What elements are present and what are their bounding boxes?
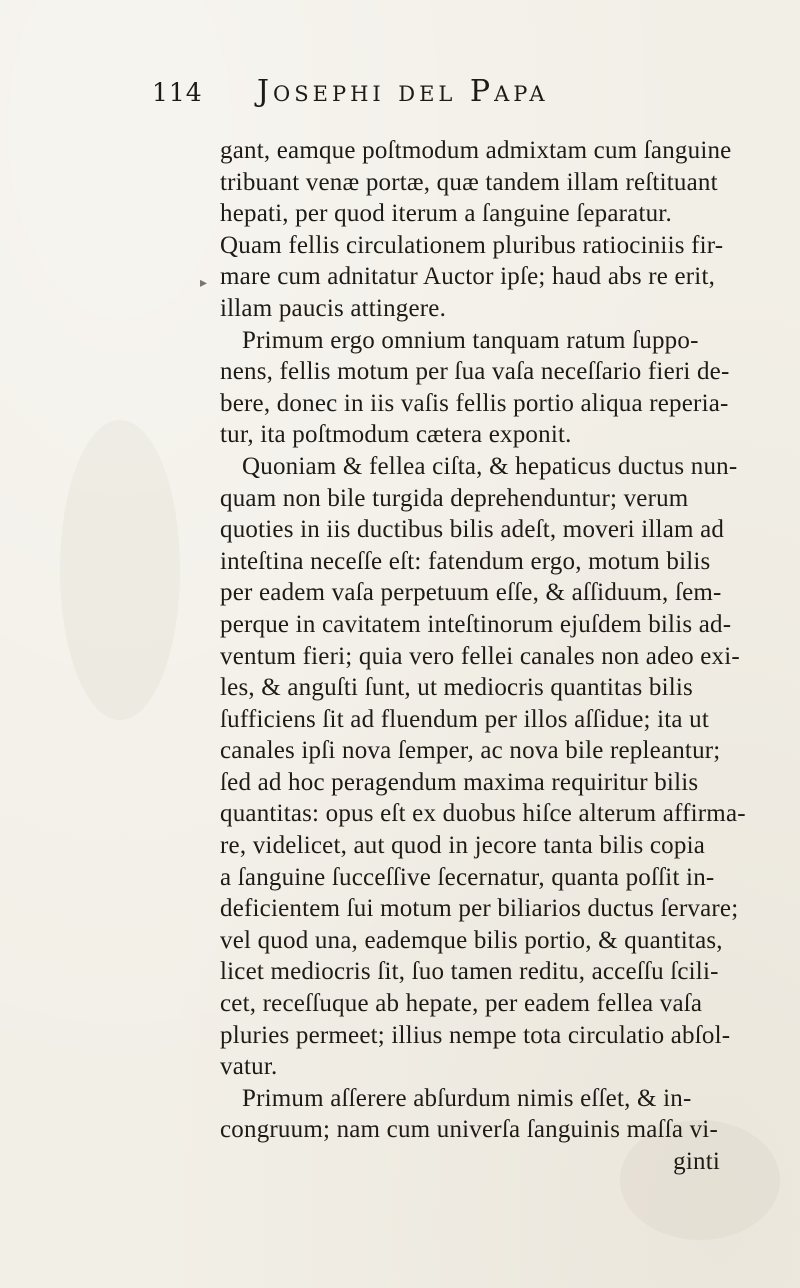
text-line: licet mediocris ſit, ſuo tamen reditu, acceſſu ſcili- xyxy=(220,958,719,986)
text-line: tur, ita poſtmodum cætera exponit. xyxy=(220,421,572,449)
text-line: illam paucis attingere. xyxy=(220,294,447,322)
text-line: les, & anguſti ſunt, ut mediocris quantitas bilis xyxy=(220,674,693,702)
text-line: quoties in iis ductibus bilis adeſt, moveri illam ad xyxy=(220,516,725,544)
text-line: quam non bile turgida deprehenduntur; verum xyxy=(220,484,689,512)
paper-stain xyxy=(60,420,180,720)
catchword: ginti xyxy=(673,1148,720,1175)
text-line: gant, eamque poſtmodum admixtam cum ſanguine xyxy=(220,137,732,164)
text-line: tribuant venæ portæ, quæ tandem illam reſtituant xyxy=(220,168,718,196)
text-line: cet, receſſuque ab hepate, per eadem fellea vaſa xyxy=(220,990,703,1018)
text-line: pluries permeet; illius nempe tota circulatio abſol- xyxy=(220,1021,731,1049)
text-line: perque in cavitatem inteſtinorum ejuſdem bilis ad- xyxy=(220,610,732,638)
text-line: Quoniam & fellea ciſta, & hepaticus ductus nun- xyxy=(242,452,738,480)
page-header xyxy=(140,74,700,114)
running-head: Josephi del Papa xyxy=(257,74,549,109)
text-line: Primum aſſerere abſurdum nimis eſſet, & in- xyxy=(242,1084,692,1112)
text-line: canales ipſi nova ſemper, ac nova bile repleantur; xyxy=(220,737,721,765)
text-line: Primum ergo omnium tanquam ratum ſuppo- xyxy=(242,326,699,354)
text-line: nens, fellis motum per ſua vaſa neceſſario fieri de- xyxy=(220,358,730,386)
text-line: congruum; nam cum univerſa ſanguinis maſſa vi- xyxy=(220,1116,718,1144)
text-line: quantitas: opus eſt ex duobus hiſce alterum affirma- xyxy=(220,800,746,828)
text-line: mare cum adnitatur Auctor ipſe; haud abs re erit, xyxy=(220,263,716,291)
text-line: deficientem ſui motum per biliarios ductus ſervare; xyxy=(220,895,739,923)
margin-mark: ▸ xyxy=(200,275,208,291)
text-line: inteſtina neceſſe eſt: fatendum ergo, motum bilis xyxy=(220,547,711,575)
text-line: hepati, per quod iterum a ſanguine ſeparatur. xyxy=(220,200,672,228)
text-line: ſed ad hoc peragendum maxima requiritur bilis xyxy=(220,768,699,796)
text-line: ſufficiens ſit ad fluendum per illos aſſidue; ita ut xyxy=(220,705,710,733)
text-line: per eadem vaſa perpetuum eſſe, & aſſiduum, ſem- xyxy=(220,579,722,607)
text-line: vatur. xyxy=(220,1053,278,1081)
text-line: bere, donec in iis vaſis fellis portio aliqua reperia- xyxy=(220,389,729,417)
body-text xyxy=(220,135,746,1178)
text-line: vel quod una, eademque bilis portio, & quantitas, xyxy=(220,926,723,954)
text-line: Quam fellis circulationem pluribus ratiociniis fir- xyxy=(220,231,724,259)
text-line: re, videlicet, aut quod in jecore tanta bilis copia xyxy=(220,832,706,860)
text-line: ventum fieri; quia vero fellei canales non adeo exi- xyxy=(220,642,740,670)
page-number: 114 xyxy=(152,78,203,107)
text-line: a ſanguine ſucceſſive ſecernatur, quanta poſſit in- xyxy=(220,863,715,891)
